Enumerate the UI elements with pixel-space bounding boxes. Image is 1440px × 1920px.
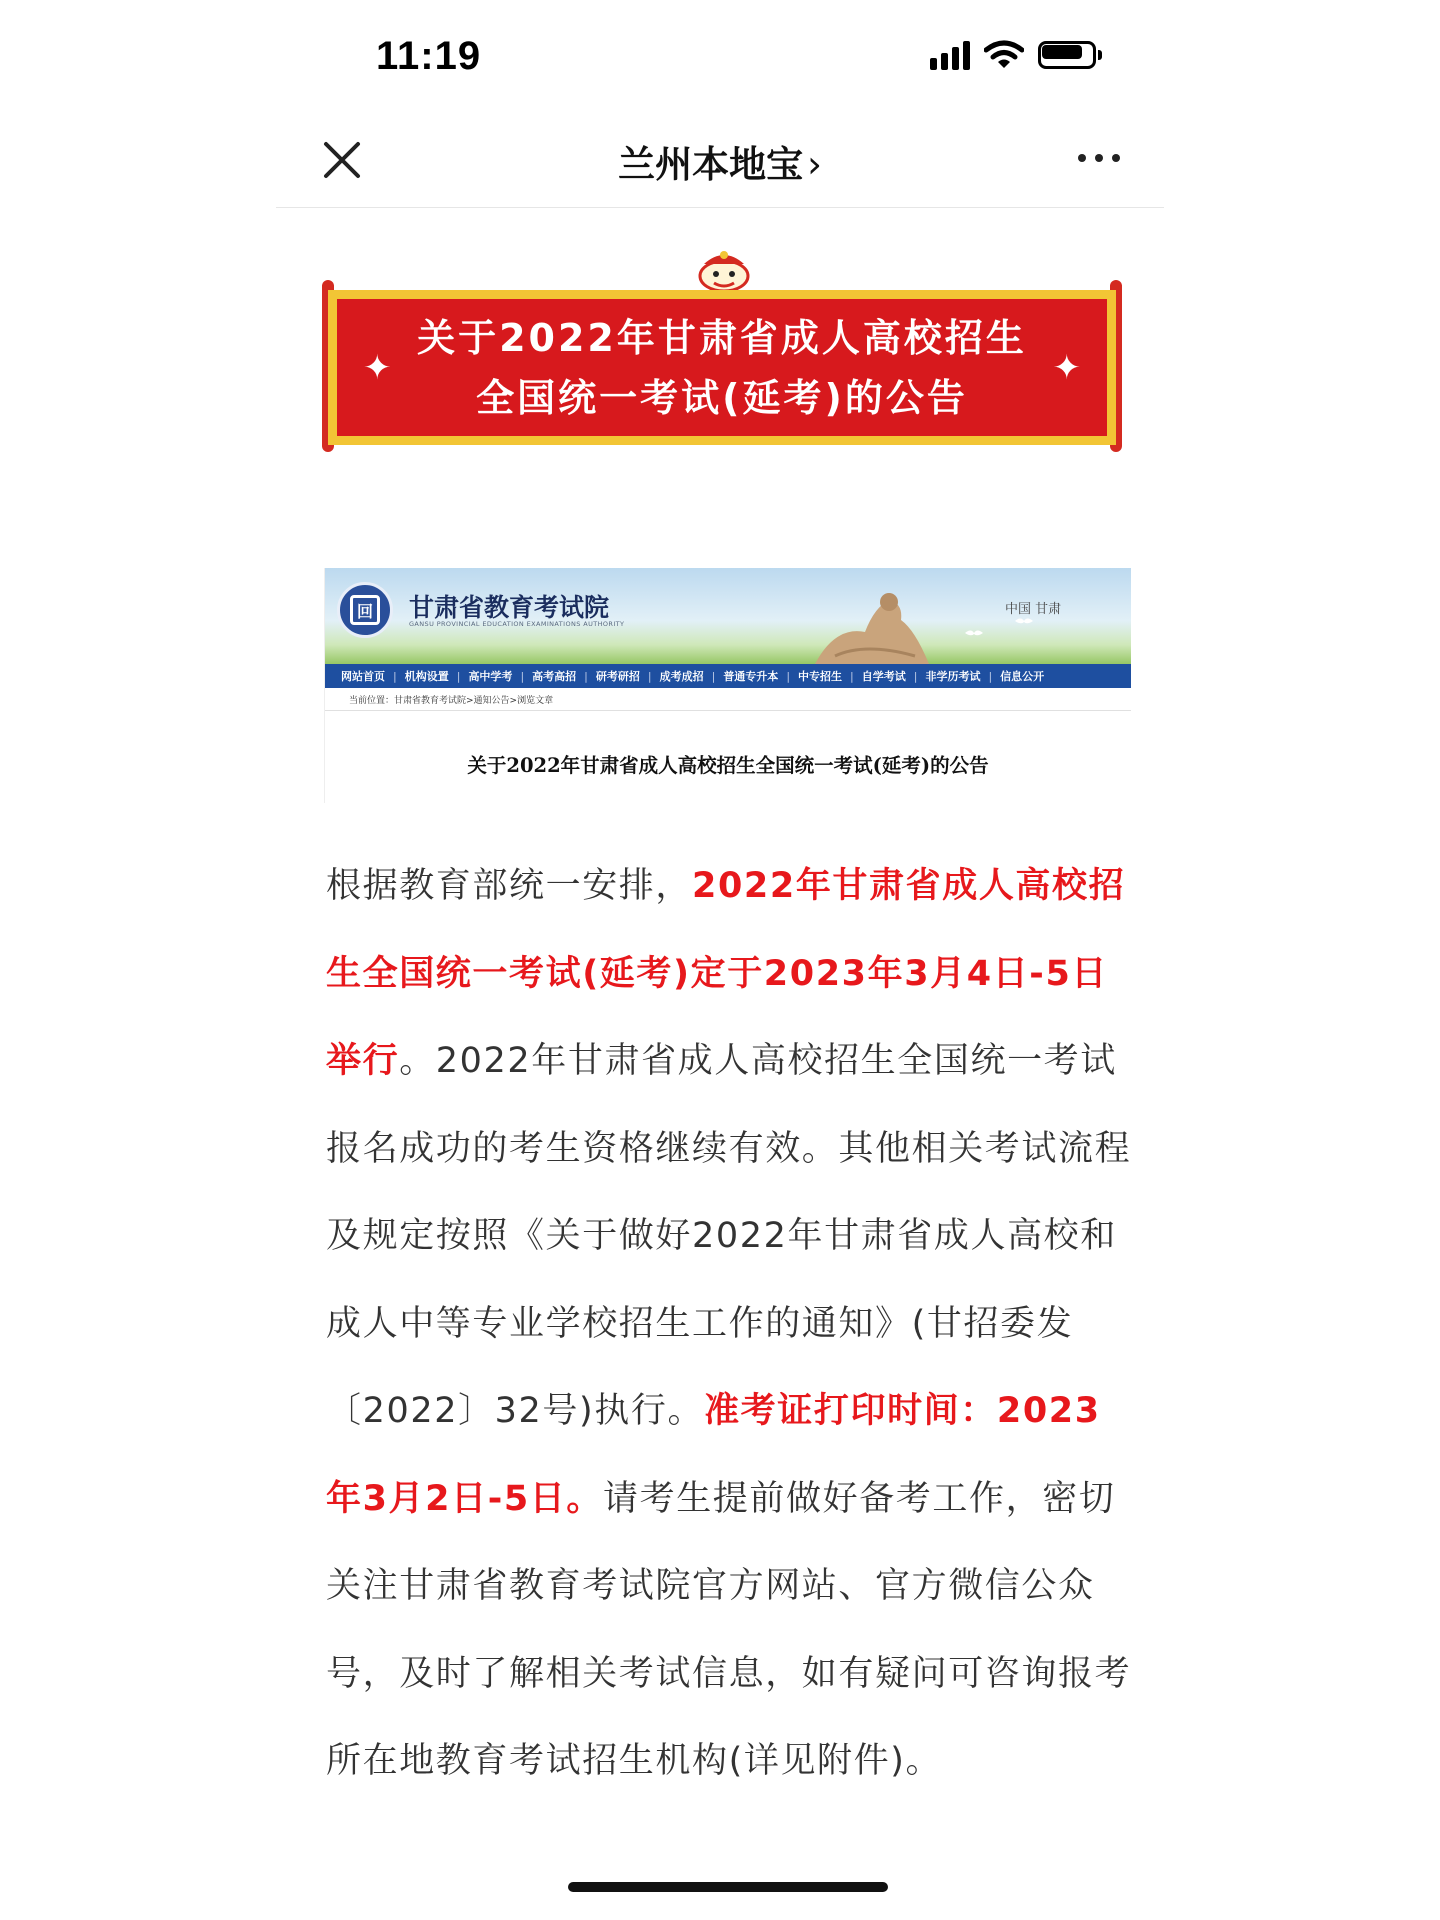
site-nav-item: 中专招生 [798, 670, 843, 683]
site-nav-item: 高考高招 [532, 670, 577, 683]
site-nav-item: 信息公开 [1000, 670, 1045, 683]
statue-image [805, 586, 935, 664]
site-nav-item: 自学考试 [861, 670, 906, 683]
chevron-right-icon: › [807, 143, 822, 186]
cellular-signal-icon [930, 40, 970, 70]
sparkle-icon: ✦ [363, 347, 392, 388]
site-breadcrumb: 当前位置：甘肃省教育考试院>通知公告>浏览文章 [349, 696, 554, 706]
site-nav-separator: | [913, 669, 918, 683]
divider [325, 710, 1131, 711]
site-nav-item: 研考研招 [595, 670, 640, 683]
site-region: 中国 甘肃 [1005, 602, 1062, 617]
banner-title-line-2: 全国统一考试(延考)的公告 [476, 375, 968, 420]
site-nav-separator: | [520, 669, 525, 683]
site-nav-separator: | [393, 669, 397, 683]
site-name-en: GANSU PROVINCIAL EDUCATION EXAMINATIONS AUTHORITY [409, 620, 625, 628]
site-nav-item: 机构设置 [404, 670, 449, 683]
site-nav-separator: | [584, 669, 588, 683]
home-indicator[interactable] [568, 1882, 888, 1892]
site-nav-separator: | [988, 669, 993, 683]
status-time: 11:19 [376, 34, 482, 78]
battery-level [1042, 45, 1082, 59]
site-name: 甘肃省教育考试院 [409, 593, 610, 622]
more-icon[interactable] [1078, 154, 1120, 162]
site-nav-item: 高中学考 [468, 670, 513, 683]
dove-icon [1015, 616, 1033, 626]
article-text: 请考生提前做好备考工作，密切关注甘肃省教育考试院官方网站、官方微信公众号，及时了解相关考试信息，如有疑问可咨询报考所在地教育考试招生机构(详见附件)。 [326, 1478, 1132, 1781]
banner-frame [328, 290, 1116, 445]
site-nav-item: 普通专升本 [723, 670, 779, 683]
site-nav-item: 网站首页 [341, 670, 385, 683]
site-nav-item: 成考成招 [659, 670, 704, 683]
site-nav-separator: | [647, 669, 652, 683]
sparkle-icon: ✦ [1052, 347, 1081, 388]
banner-inner [337, 299, 1107, 436]
status-bar [0, 0, 1440, 110]
article-text: 。2022年甘肃省成人高校招生全国统一考试报名成功的考生资格继续有效。其他相关考试流程及规定按照《关于做好2022年甘肃省成人高校和成人中等专业学校招生工作的通知》(甘招委发〔2022〕32号)执行。 [326, 1041, 1132, 1431]
wifi-icon [984, 40, 1024, 70]
site-nav-separator: | [456, 669, 461, 683]
site-nav-item: 非学历考试 [925, 670, 981, 683]
banner-title-line-1: 关于2022年甘肃省成人高校招生 [417, 315, 1027, 360]
article-highlight-text: 准考证打印时间：2023年3月2日-5日。 [326, 1391, 1101, 1519]
site-nav-bar [325, 664, 1131, 688]
lion-dance-icon [694, 250, 754, 294]
exam-authority-logo-icon: 回 [337, 582, 393, 638]
nav-bar [276, 110, 1164, 208]
site-nav-separator: | [786, 669, 791, 683]
status-icons [930, 40, 1102, 70]
site-nav-separator: | [711, 669, 716, 683]
site-article-title: 关于2022年甘肃省成人高校招生全国统一考试(延考)的公告 [467, 754, 989, 777]
title-banner [322, 250, 1122, 460]
battery-icon [1038, 41, 1102, 69]
website-screenshot-image [324, 568, 1130, 803]
site-header [325, 568, 1131, 664]
account-title: 兰州本地宝 [618, 143, 804, 186]
account-title-link[interactable] [276, 134, 1164, 188]
article-text: 根据教育部统一安排， [326, 866, 693, 906]
article-body [326, 843, 1132, 1806]
site-nav-separator: | [850, 669, 854, 683]
dove-icon [965, 628, 983, 638]
article-highlight-text: 2022年甘肃省成人高校招生全国统一考试(延考)定于2023年3月4日-5日举行 [326, 866, 1126, 1081]
